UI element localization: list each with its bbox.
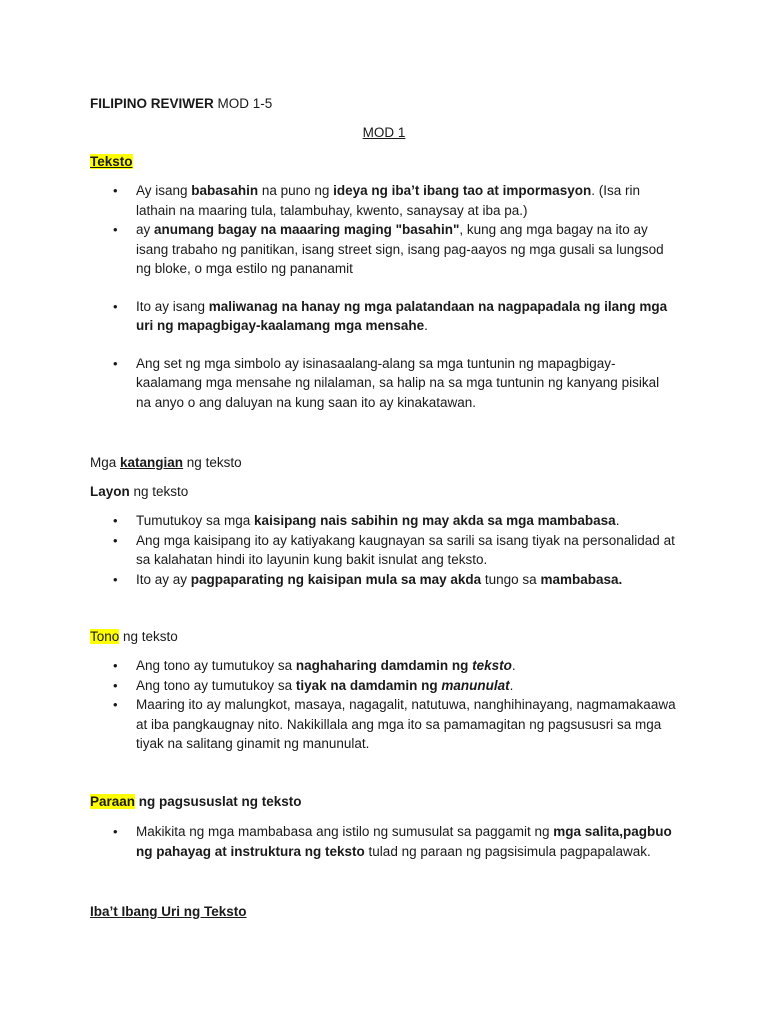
- list-item: [0, 570, 676, 590]
- bullet-icon: •: [113, 677, 118, 693]
- layon-key: Layon: [90, 484, 130, 499]
- list-item: [0, 822, 676, 861]
- list-item-text: na puno ng: [258, 183, 334, 198]
- title-bold: FILIPINO REVIWER: [90, 96, 214, 111]
- list-item-text: Ito ay isang: [136, 298, 209, 314]
- list-item-text: babasahin: [191, 183, 259, 198]
- list-item-text: tulad ng paraan ng pagsisimula pagpapalawak.: [364, 843, 651, 859]
- list-item-text: Ang mga kaisipang ito ay katiyakang kaugnayan sa sarili sa isang tiyak na personalidad at sa kalahatan hindi ito layunin kung bakit isnulat ang teksto.: [136, 532, 675, 567]
- list-item: [0, 181, 676, 220]
- list-item-text: anumang bagay na maaaring maging "basahin": [154, 222, 460, 237]
- list-item-text: Ito ay ay: [136, 571, 191, 587]
- list-item-text: Ang tono ay tumutukoy sa: [136, 658, 296, 673]
- bullet-icon: •: [113, 298, 118, 314]
- list-item-text: .: [424, 318, 428, 333]
- katangian-heading: Mga katangian ng teksto: [90, 455, 242, 470]
- tono-key: Tono: [90, 629, 120, 644]
- list-item: [0, 676, 676, 696]
- list-item: [0, 297, 676, 336]
- list-item-text: tungo sa: [481, 571, 541, 587]
- list-item-text: Tumutukoy sa mga: [136, 513, 255, 528]
- bullet-icon: •: [113, 824, 118, 839]
- bullet-icon: •: [113, 697, 118, 712]
- teksto-heading: [90, 152, 133, 172]
- list-item-text: Ay isang: [136, 183, 192, 198]
- list-item-text: pagpaparating ng kaisipan mula sa may akda: [190, 571, 482, 587]
- bullet-icon: •: [113, 222, 118, 237]
- list-item: [0, 531, 676, 570]
- bullet-icon: •: [113, 658, 118, 673]
- uri-heading-text: Iba’t Ibang Uri ng Teksto: [90, 904, 247, 919]
- list-item-text: teksto: [472, 658, 512, 673]
- paraan-key: Paraan: [90, 794, 136, 809]
- list-item-text: ay: [136, 222, 155, 237]
- bullet-icon: •: [113, 355, 118, 371]
- teksto-heading-text: Teksto: [90, 154, 133, 169]
- list-item-text: .: [615, 513, 620, 528]
- list-item: [0, 656, 676, 676]
- paraan-heading: Paraan ng pagsususlat ng teksto: [90, 794, 302, 809]
- tono-heading: Tono ng teksto: [90, 629, 178, 644]
- list-item-text: naghaharing damdamin ng: [295, 658, 473, 673]
- layon-list: [0, 511, 768, 589]
- bullet-icon: •: [113, 513, 118, 528]
- list-item-text: , kung ang mga bagay na ito ay isang trabaho ng panitikan, isang street sign, isang pag-aayos ng mga gusali sa lungsod ng bloke, o mga estilo ng pananamit: [136, 222, 664, 276]
- list-item-text: tiyak na damdamin ng: [295, 677, 442, 693]
- layon-heading: Layon ng teksto: [90, 484, 189, 499]
- list-item: [0, 511, 676, 531]
- bullet-icon: •: [113, 183, 118, 198]
- list-item-text: Ang set ng mga simbolo ay isinasaalang-alang sa mga tuntunin ng mapagbigay-kaalamang mga mensahe ng nilalaman, sa halip na sa mga tuntunin ng kanyang pisikal na anyo o ang daluyan na kung saan ito ay kinakatawan.: [136, 355, 660, 410]
- bullet-icon: •: [113, 532, 118, 548]
- list-item-text: .: [511, 658, 516, 673]
- list-item-text: Maaring ito ay malungkot, masaya, nagagalit, natutuwa, nanghihinayang, nagmamakaawa at iba pangkaugnay nito. Nakikillala ang mga ito sa pamamagitan ng pagsususri sa mga tiyak na salitang ginamit ng manunulat.: [136, 697, 676, 751]
- paraan-list: [0, 822, 768, 861]
- list-item-text: kaisipang nais sabihin ng may akda sa mga mambabasa: [254, 513, 616, 528]
- katangian-key: katangian: [120, 455, 184, 470]
- tono-list: [0, 656, 768, 754]
- bullet-icon: •: [113, 571, 118, 587]
- title-rest: MOD 1-5: [213, 96, 273, 111]
- list-item-text: ideya ng iba’t ibang tao at impormasyon: [333, 183, 592, 198]
- document-title: [90, 94, 272, 114]
- mod-heading: [0, 123, 768, 143]
- list-item-text: Makikita ng mga mambabasa ang istilo ng sumusulat sa paggamit ng: [136, 824, 554, 839]
- list-item-text: maliwanag na hanay ng mga palatandaan na nagpapadala ng ilang mga uri ng mapagbigay-kaalamang mga mensahe: [136, 298, 668, 333]
- list-item-text: mga salita,pagbuo ng pahayag at instruktura ng teksto: [136, 824, 672, 859]
- mod-heading-text: MOD 1: [362, 125, 406, 140]
- list-item-text: mambabasa.: [540, 571, 623, 587]
- list-item: [0, 354, 676, 413]
- teksto-list: [0, 181, 768, 412]
- list-item-text: manunulat: [441, 677, 510, 693]
- uri-heading: [90, 902, 247, 922]
- list-item-text: .: [509, 677, 514, 693]
- list-item: [0, 220, 676, 279]
- list-item-text: Ang tono ay tumutukoy sa: [136, 677, 296, 693]
- list-item-text: . (Isa rin lathain na maaring tula, talambuhay, kwento, sanaysay at iba pa.): [136, 183, 640, 218]
- list-item: [0, 695, 676, 754]
